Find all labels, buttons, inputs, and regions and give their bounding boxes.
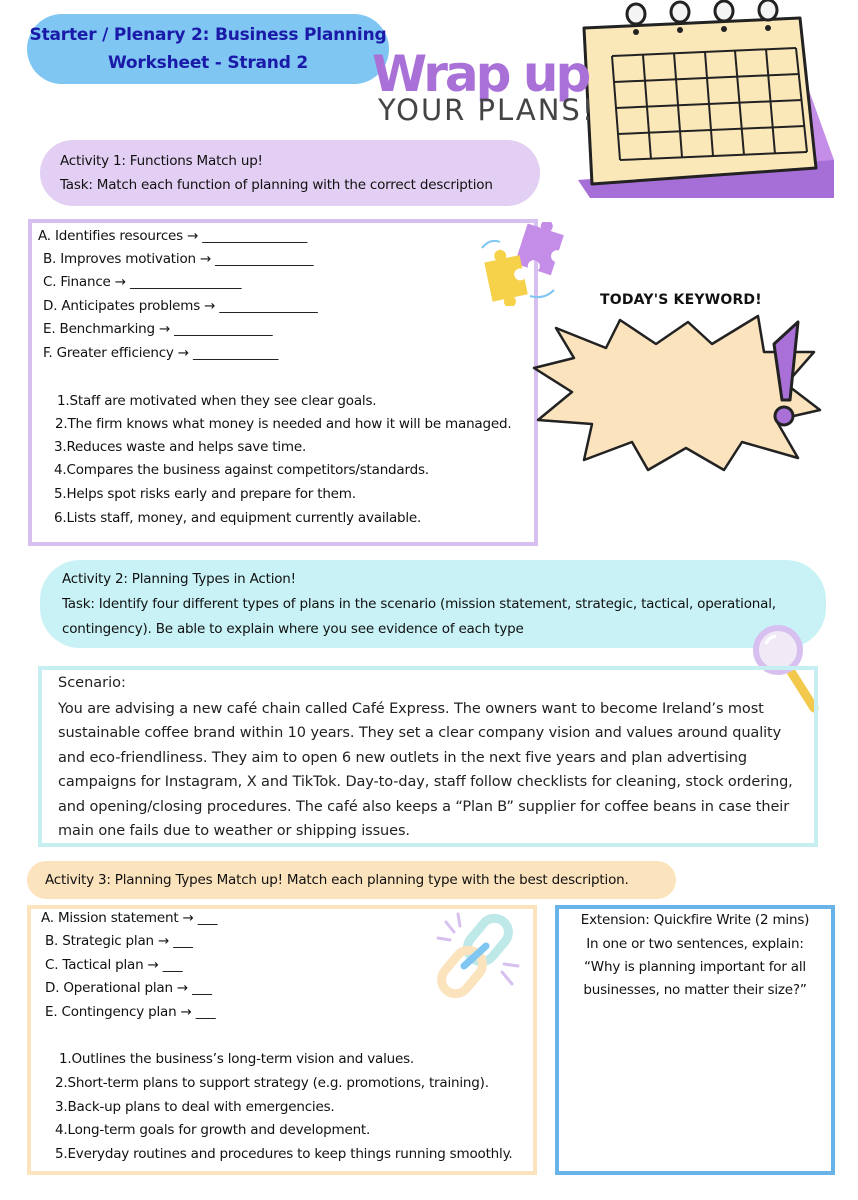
scenario-heading: Scenario: [58, 675, 126, 691]
activity2-title: Activity 2: Planning Types in Action! [62, 570, 296, 587]
planning-type-item: E. Contingency plan → ___ [45, 1004, 216, 1020]
extension-title: Extension: Quickfire Write (2 mins) [580, 912, 810, 928]
function-item: A. Identifies resources → ________________ [38, 228, 308, 244]
activity3-title: Activity 3: Planning Types Match up! Match each planning type with the best description. [45, 872, 629, 888]
exclamation-icon [760, 318, 810, 430]
planning-type-description: 5.Everyday routines and procedures to keep things running smoothly. [55, 1146, 513, 1162]
worksheet-title-line2: Worksheet - Strand 2 [107, 53, 309, 73]
worksheet-title-pill [27, 14, 389, 84]
function-item: D. Anticipates problems → _______________ [43, 298, 318, 314]
extension-question-line2: businesses, no matter their size?” [583, 982, 807, 998]
activity1-header [40, 140, 540, 206]
extension-instruction: In one or two sentences, explain: [586, 936, 804, 952]
function-description: 5.Helps spot risks early and prepare for them. [54, 486, 356, 502]
function-description: 2.The firm knows what money is needed and how it will be managed. [55, 416, 512, 432]
function-description: 4.Compares the business against competitors/standards. [54, 462, 429, 478]
activity1-title: Activity 1: Functions Match up! [60, 153, 263, 169]
calendar-icon [578, 0, 840, 210]
planning-type-item: C. Tactical plan → ___ [45, 957, 183, 973]
scenario-text: You are advising a new café chain called Café Express. The owners want to become Ireland’s most sustainable coffee brand within 10 years. They set a clear company vision and values around quality and eco-friendliness. They aim to open 6 new outlets in the next five years and plan advertising campaigns for Instagram, X and TikTok. Day-to-day, staff follow checklists for cleaning, stock ordering, and opening/closing procedures. The café also keeps a “Plan B” supplier for coffee beans in case their main one fails due to weather or shipping issues. [58, 701, 793, 840]
function-description: 1.Staff are motivated when they see clear goals. [57, 393, 377, 409]
planning-type-description: 4.Long-term goals for growth and development. [55, 1122, 371, 1138]
planning-type-description: 3.Back-up plans to deal with emergencies. [55, 1099, 335, 1115]
function-description: 6.Lists staff, money, and equipment currently available. [54, 510, 422, 526]
function-item: E. Benchmarking → _______________ [43, 321, 273, 337]
activity1-task: Task: Match each function of planning with the correct description [60, 177, 493, 193]
wrap-up-heading: Wrap up [372, 45, 589, 103]
extension-question-line1: “Why is planning important for all [584, 959, 806, 975]
activity2-header [40, 560, 826, 648]
function-item: B. Improves motivation → _______________ [43, 251, 314, 267]
activity2-task-line1: Task: Identify four different types of plans in the scenario (mission statement, strategic, tactical, operational, [62, 595, 776, 612]
planning-type-item: B. Strategic plan → ___ [45, 933, 193, 949]
planning-type-item: D. Operational plan → ___ [45, 980, 212, 996]
chain-link-icon [428, 908, 524, 1004]
activity3-header [27, 861, 676, 899]
planning-type-description: 1.Outlines the business’s long-term vision and values. [59, 1051, 415, 1067]
activity2-task-line2: contingency). Be able to explain where you see evidence of each type [62, 620, 524, 637]
your-plans-subheading: YOUR PLANS! [378, 93, 596, 127]
function-item: C. Finance → _________________ [43, 274, 242, 290]
planning-type-item: A. Mission statement → ___ [41, 910, 218, 926]
todays-keyword-label: TODAY'S KEYWORD! [600, 292, 762, 308]
planning-type-description: 2.Short-term plans to support strategy (e.g. promotions, training). [55, 1075, 489, 1091]
function-description: 3.Reduces waste and helps save time. [54, 439, 307, 455]
worksheet-title-line1: Starter / Plenary 2: Business Planning [29, 25, 387, 45]
function-item: F. Greater efficiency → _____________ [43, 345, 279, 361]
